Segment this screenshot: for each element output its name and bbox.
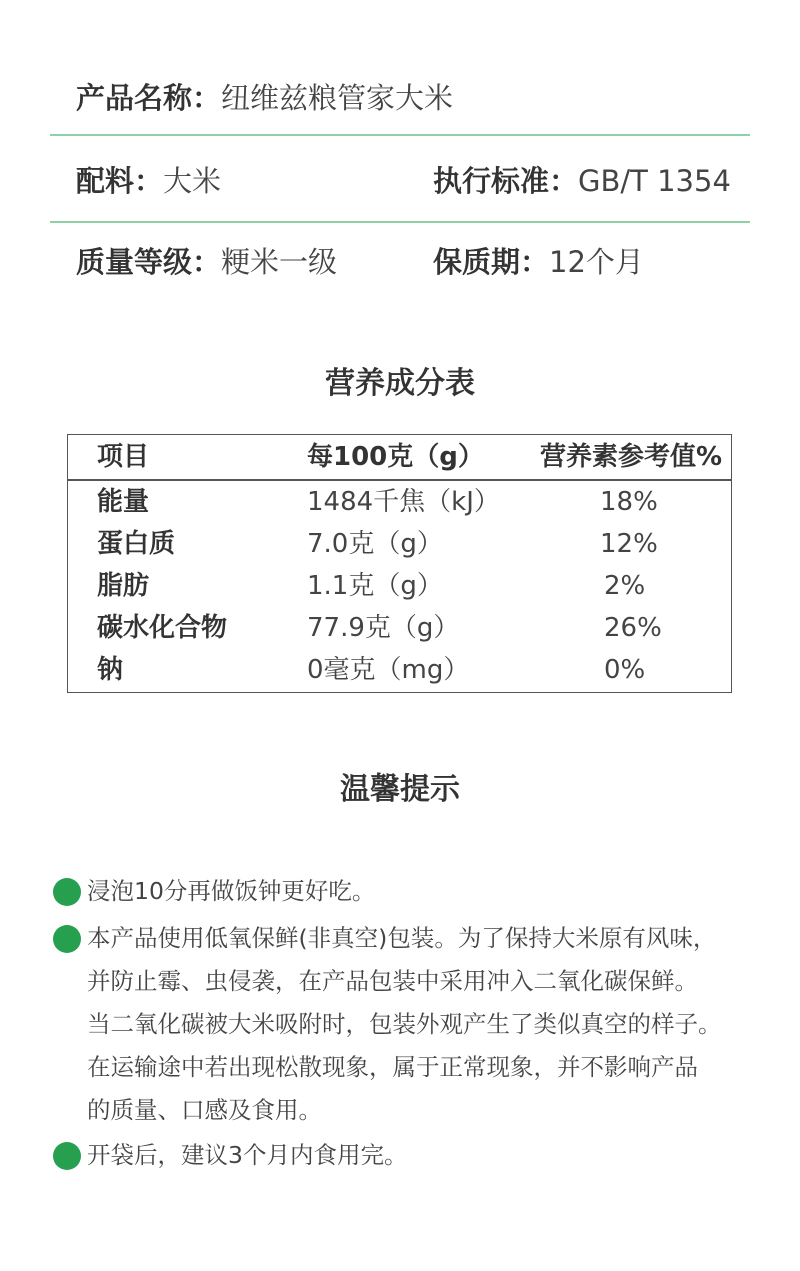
tip-line: 本产品使用低氧保鲜(非真空)包装。为了保持大米原有风味，	[87, 924, 717, 952]
nutrient-nrv: 26%	[604, 613, 662, 643]
standard-value: GB/T 1354	[578, 164, 731, 198]
nutrient-name: 碳水化合物	[97, 613, 228, 643]
nutrition-header-item: 项目	[97, 442, 150, 472]
nutrition-header-nrv: 营养素参考值%	[540, 442, 723, 472]
grade-field	[76, 242, 337, 282]
tip-line: 开袋后，建议3个月内食用完。	[87, 1141, 408, 1169]
shelf-life-label: 保质期：	[433, 245, 550, 279]
tip-line: 并防止霉、虫侵袭，在产品包装中采用冲入二氧化碳保鲜。	[87, 967, 698, 995]
nutrient-nrv: 0%	[604, 655, 646, 685]
tip-text	[87, 1134, 757, 1177]
shelf-life-field	[433, 242, 644, 282]
ingredients-value: 大米	[163, 164, 222, 198]
ingredients-field	[76, 161, 221, 201]
standard-field	[433, 161, 731, 201]
nutrient-name: 脂肪	[97, 571, 150, 601]
nutrient-name: 能量	[97, 487, 150, 517]
nutrition-title: 营养成分表	[325, 366, 475, 401]
table-header-divider	[68, 479, 731, 481]
tip-text	[87, 917, 757, 1132]
product-name-label: 产品名称：	[76, 81, 222, 115]
tip-line: 当二氧化碳被大米吸附时，包装外观产生了类似真空的样子。	[87, 1010, 722, 1038]
grade-label: 质量等级：	[76, 245, 222, 279]
green-dot-icon	[53, 925, 81, 953]
tip-line: 的质量、口感及食用。	[87, 1096, 322, 1124]
nutrient-amount: 0毫克（mg）	[307, 655, 470, 685]
nutrient-nrv: 12%	[600, 529, 658, 559]
divider	[50, 221, 750, 223]
tips-title: 温馨提示	[340, 772, 460, 807]
nutrient-nrv: 18%	[600, 487, 658, 517]
product-name-value: 纽维兹粮管家大米	[221, 81, 454, 115]
tip-text	[87, 870, 757, 913]
tip-line: 浸泡10分再做饭钟更好吃。	[87, 877, 376, 905]
nutrient-amount: 7.0克（g）	[307, 529, 443, 559]
nutrition-header-per100g: 每100克（g）	[307, 442, 484, 472]
product-name-field	[76, 78, 453, 118]
green-dot-icon	[53, 1142, 81, 1170]
standard-label: 执行标准：	[433, 164, 579, 198]
nutrient-name: 蛋白质	[97, 529, 176, 559]
nutrient-name: 钠	[97, 655, 124, 685]
grade-value: 粳米一级	[221, 245, 338, 279]
nutrient-amount: 1.1克（g）	[307, 571, 443, 601]
green-dot-icon	[53, 878, 81, 906]
divider	[50, 134, 750, 136]
nutrient-amount: 77.9克（g）	[307, 613, 460, 643]
tip-line: 在运输途中若出现松散现象，属于正常现象，并不影响产品	[87, 1053, 698, 1081]
nutrient-nrv: 2%	[604, 571, 646, 601]
shelf-life-value: 12个月	[549, 245, 644, 279]
ingredients-label: 配料：	[76, 164, 164, 198]
nutrition-table	[67, 434, 732, 693]
nutrient-amount: 1484千焦（kJ）	[307, 487, 500, 517]
